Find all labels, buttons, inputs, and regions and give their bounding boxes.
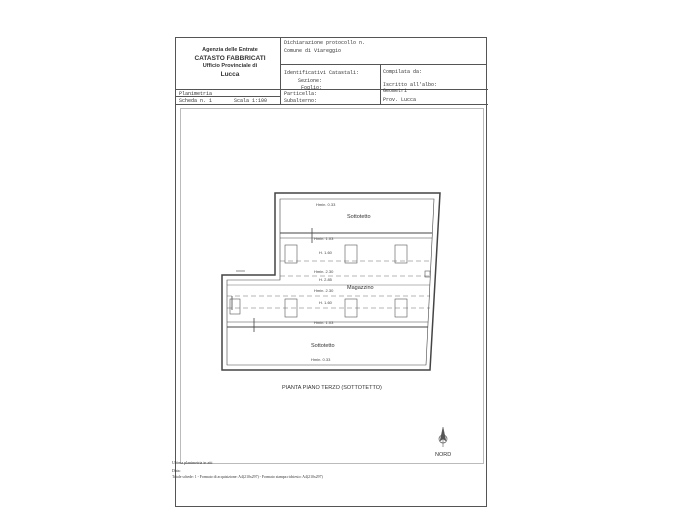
footer-line2: Data: <box>172 468 181 473</box>
protocol-label: Dichiarazione protocollo n. <box>284 40 366 46</box>
iscritto-label: Iscritto all'albo: <box>383 82 438 88</box>
foglio-label: Foglio: <box>301 85 323 91</box>
province-name: Lucca <box>220 71 240 78</box>
inner-wall <box>227 199 434 365</box>
scheda-label: Scheda n. 1 <box>179 98 213 104</box>
prov-label: Prov. Lucca <box>383 97 417 103</box>
ident-label: Identificativi Catastali: <box>284 70 360 76</box>
footer-line1: Ultima planimetria in atti <box>172 460 213 465</box>
pillar <box>395 245 407 263</box>
pillar <box>345 245 357 263</box>
plan-caption: PIANTA PIANO TERZO (SOTTOTETTO) <box>282 385 382 391</box>
height-230-bottom: Hmin. 2.30 <box>314 288 334 293</box>
height-160-bottom: H. 1.60 <box>319 300 332 305</box>
pillar <box>285 245 297 263</box>
height-bottom: Hmin. 0.33 <box>311 357 331 362</box>
compilata-label: Compilata da: <box>383 69 423 75</box>
scala-label: Scala 1:100 <box>234 98 268 104</box>
planimetria-label: Planimetria <box>179 91 213 97</box>
sezione-label: Sezione: <box>298 78 323 84</box>
height-230-top: Hmin. 2.30 <box>314 269 334 274</box>
room-mid-label: Magazzino <box>347 285 374 291</box>
footer-line3: Totale schede: 1 - Formato di acquisizione: A4(210x297) - Formato stampa richiesto: A4(210x297) <box>172 475 323 479</box>
comune-label: Comune di Viareggio <box>284 48 342 54</box>
height-top: Hmin. 0.33 <box>316 202 336 207</box>
agency-name: Agenzia delle Entrate <box>202 47 258 53</box>
height-103-top: Hmin. 1.03 <box>314 236 334 241</box>
north-arrow-icon <box>433 426 453 450</box>
room-bottom-label: Sottotetto <box>311 343 335 349</box>
height-285: H. 2.85 <box>319 277 332 282</box>
ufficio-label: Ufficio Provinciale di <box>202 63 258 69</box>
height-160-top: H. 1.60 <box>319 250 332 255</box>
height-103-bottom: Hmin. 1.03 <box>314 320 334 325</box>
particella-label: Particella: <box>284 91 318 97</box>
subalterno-label: Subalterno: <box>284 98 318 104</box>
catasto-title: CATASTO FABBRICATI <box>194 55 266 62</box>
albo-value: Geometri <box>383 88 408 94</box>
room-top-label: Sottotetto <box>347 214 371 220</box>
north-label: NORD <box>435 452 452 458</box>
pillar <box>230 299 240 314</box>
